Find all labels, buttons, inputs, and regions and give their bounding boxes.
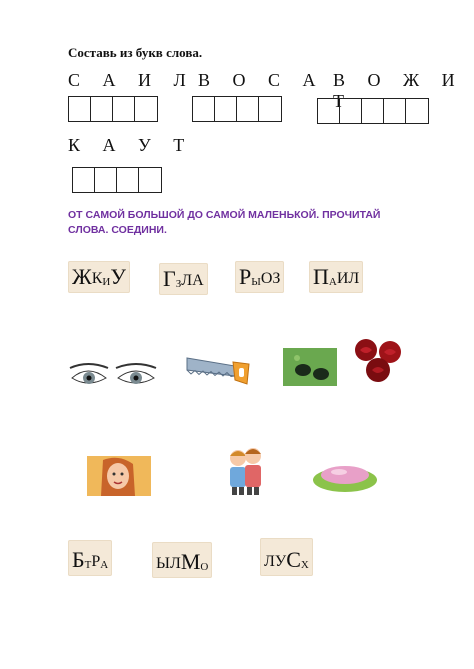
scramble-word-4: К А У Т: [68, 135, 194, 155]
tile-letter: Г: [163, 266, 176, 291]
tile-letter: Л: [348, 270, 360, 287]
children-picture: [225, 446, 265, 496]
tile-letter: М: [180, 549, 201, 574]
tile-letter: И: [102, 276, 111, 288]
tile-letter: Л: [169, 555, 181, 572]
tile-letter: Л: [264, 553, 275, 570]
task-title: Составь из букв слова.: [68, 45, 203, 60]
tile-letter: К: [91, 270, 103, 287]
letter-tile-6: [152, 542, 212, 578]
tile-letter: С: [286, 547, 301, 572]
tile-letter: О: [200, 561, 209, 573]
letter-tile-2: [159, 263, 208, 295]
tile-letter: Б: [72, 547, 85, 572]
scramble-word-2: В О С А: [198, 70, 325, 90]
tile-letter: З: [272, 270, 281, 287]
answer-boxes-1[interactable]: [68, 96, 158, 122]
tile-letter: Ж: [72, 264, 92, 289]
tile-letter: О: [260, 270, 273, 287]
letter-tile-5: [68, 540, 112, 576]
tile-letter: И: [336, 270, 349, 287]
girl-picture: [87, 456, 151, 496]
roses-picture: [350, 334, 406, 386]
letter-tile-4: [309, 261, 363, 293]
eyes-picture: [68, 358, 158, 392]
letter-tile-3: [235, 261, 284, 293]
tile-letter: Л: [181, 272, 193, 289]
instruction-text: ОТ САМОЙ БОЛЬШОЙ ДО САМОЙ МАЛЕНЬКОЙ. ПРОЧИТАЙ СЛОВА. СОЕДИНИ.: [68, 209, 381, 236]
eye-right-icon: [116, 364, 156, 384]
eye-left-icon: [70, 364, 108, 384]
tile-letter: А: [328, 276, 337, 288]
saw-picture: [183, 352, 253, 388]
letter-tile-7: [260, 538, 313, 576]
tile-letter: П: [313, 264, 329, 289]
answer-boxes-3[interactable]: [317, 98, 429, 124]
letter-tile-1: [68, 261, 130, 293]
tile-letter: У: [110, 264, 126, 289]
beetles-picture: [283, 348, 337, 386]
scramble-word-3: В О Ж И Т: [333, 70, 464, 111]
tile-letter: З: [175, 278, 182, 290]
tile-letter: А: [100, 559, 109, 571]
tile-letter: Т: [84, 559, 92, 571]
tile-letter: Ы: [156, 555, 170, 572]
soap-picture: [311, 458, 379, 494]
answer-boxes-2[interactable]: [192, 96, 282, 122]
scramble-word-1: С А И Л: [68, 70, 195, 90]
tile-letter: Р: [91, 553, 101, 570]
tile-letter: Р: [239, 264, 252, 289]
tile-letter: Х: [300, 559, 309, 571]
answer-boxes-4[interactable]: [72, 167, 162, 193]
tile-letter: А: [192, 272, 204, 289]
tile-letter: Ы: [251, 276, 261, 288]
tile-letter: У: [274, 553, 287, 570]
